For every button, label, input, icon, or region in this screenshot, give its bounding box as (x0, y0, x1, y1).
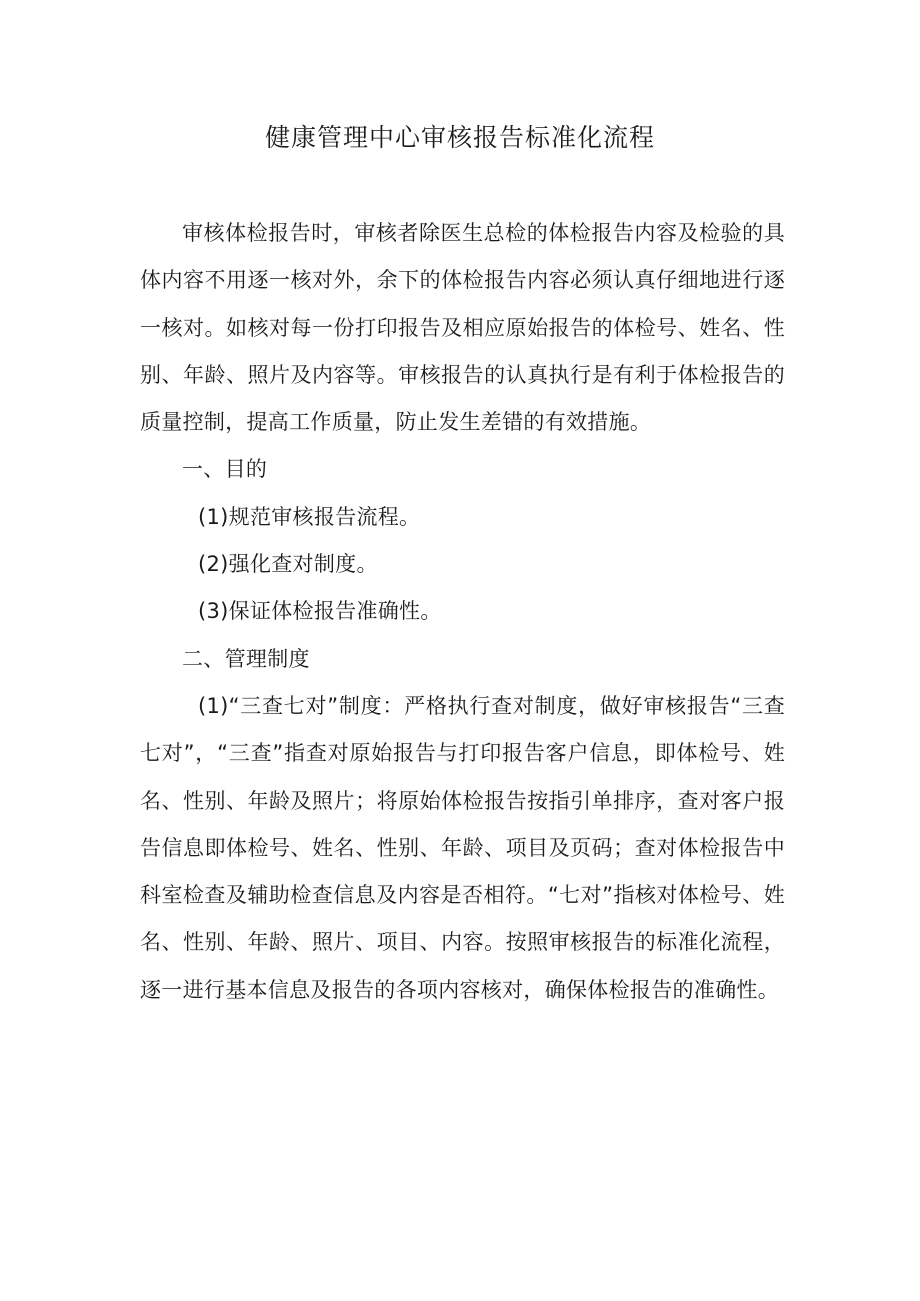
purpose-item: (2)强化查对制度。 (198, 552, 378, 577)
document-body (140, 210, 785, 1014)
section-heading-management: 二、管理制度 (182, 646, 310, 671)
purpose-item: (1)规范审核报告流程。 (198, 504, 421, 529)
section-heading-purpose: 一、目的 (182, 457, 268, 482)
intro-paragraph: 审核体检报告时，审核者除医生总检的体检报告内容及检验的具体内容不用逐一核对外，余下的体检报告内容必须认真仔细地进行逐一核对。如核对每一份打印报告及相应原始报告的体检号、姓名、性别、年龄、照片及内容等。审核报告的认真执行是有利于体检报告的质量控制，提高工作质量，防止发生差错的有效措施。 (140, 221, 785, 435)
document-title: 健康管理中心审核报告标准化流程 (264, 123, 655, 152)
management-paragraph: (1)“三查七对”制度：严格执行查对制度，做好审核报告“三查七对”，“三查”指查对原始报告与打印报告客户信息，即体检号、姓名、性别、年龄及照片；将原始体检报告按指引单排序，查对客户报告信息即体检号、姓名、性别、年龄、项目及页码；查对体检报告中科室检查及辅助检查信息及内容是否相符。“七对”指核对体检号、姓名、性别、年龄、照片、项目、内容。按照审核报告的标准化流程，逐一进行基本信息及报告的各项内容核对，确保体检报告的准确性。 (140, 693, 785, 1002)
purpose-item: (3)保证体检报告准确性。 (198, 599, 442, 624)
